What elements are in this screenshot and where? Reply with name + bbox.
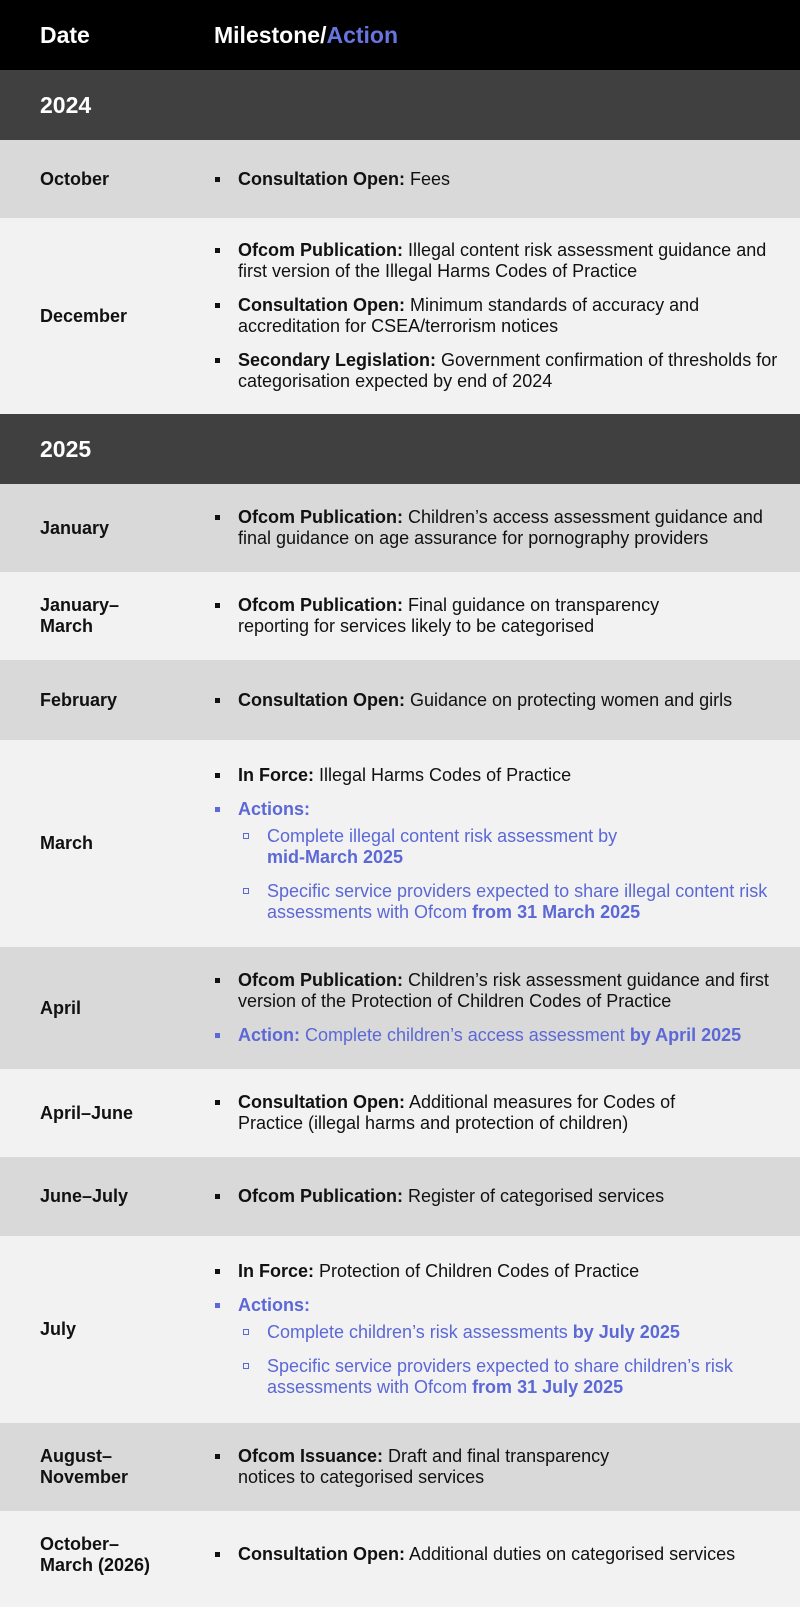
list-item: Ofcom Publication: Children’s risk assessment guidance and first version of the Protection of Children Codes of Practice	[214, 970, 778, 1012]
table-row	[0, 1236, 800, 1423]
list-item: Ofcom Publication: Illegal content risk assessment guidance and first version of the Illegal Harms Codes of Practice	[214, 240, 778, 282]
date-column-header: Date	[40, 21, 90, 48]
row-date: January	[40, 517, 110, 538]
table-row	[0, 947, 800, 1069]
table-row	[0, 1511, 800, 1598]
row-date: April–June	[40, 1102, 134, 1123]
row-date: February	[40, 689, 118, 710]
table-row	[0, 660, 800, 740]
row-date: January–March	[40, 595, 120, 636]
action-list-item: Action: Complete children’s access assessment by April 2025	[214, 1025, 778, 1046]
list-item: Ofcom Publication: Register of categorised services	[214, 1186, 778, 1207]
list-item: Ofcom Issuance: Draft and final transparency notices to categorised services	[214, 1446, 778, 1488]
action-sub-item: Specific service providers expected to share illegal content risk assessments with Ofcom from 31 March 2025	[238, 881, 778, 923]
list-item: Ofcom Publication: Children’s access assessment guidance and final guidance on age assurance for pornography providers	[214, 507, 778, 549]
list-item: Consultation Open: Additional measures for Codes of Practice (illegal harms and protection of children)	[214, 1092, 778, 1134]
table-row	[0, 484, 800, 572]
row-date: June–July	[40, 1186, 129, 1206]
action-sub-item: Specific service providers expected to share children’s risk assessments with Ofcom from 31 July 2025	[238, 1356, 778, 1398]
milestone-column-header: Milestone/Action	[214, 21, 399, 48]
table-row	[0, 1157, 800, 1236]
row-date: April	[40, 997, 82, 1018]
table-row	[0, 1423, 800, 1511]
action-sub-item: Complete children’s risk assessments by July 2025	[238, 1322, 778, 1343]
list-item: Consultation Open: Minimum standards of accuracy and accreditation for CSEA/terrorism notices	[214, 295, 778, 337]
list-item: Consultation Open: Guidance on protecting women and girls	[214, 690, 778, 711]
list-item: In Force: Protection of Children Codes of Practice	[214, 1261, 778, 1282]
year-header-2024: 2024	[0, 70, 800, 140]
row-date: December	[40, 305, 128, 326]
row-date: October–March (2026)	[40, 1533, 151, 1575]
row-date: October	[40, 168, 110, 189]
action-header-accent: Action	[326, 21, 399, 48]
list-item: In Force: Illegal Harms Codes of Practice	[214, 765, 778, 786]
list-item: Consultation Open: Fees	[214, 169, 778, 190]
action-sub-item: Complete illegal content risk assessment by mid-March 2025	[238, 826, 778, 868]
list-item: Consultation Open: Additional duties on categorised services	[214, 1544, 778, 1565]
actions-list-item: Actions: Complete children’s risk assessments by July 2025 Specific service providers expected to share children’s risk assessments with Ofcom from 31 July 2025	[214, 1295, 778, 1398]
list-item: Secondary Legislation: Government confirmation of thresholds for categorisation expected by end of 2024	[214, 350, 778, 392]
table-row	[0, 218, 800, 414]
actions-list-item: Actions: Complete illegal content risk assessment by mid-March 2025 Specific service providers expected to share illegal content risk assessments with Ofcom from 31 March 2025	[214, 799, 778, 923]
table-header	[0, 0, 800, 70]
row-date: August–November	[40, 1446, 129, 1487]
table-row	[0, 572, 800, 660]
list-item: Ofcom Publication: Final guidance on transparency reporting for services likely to be categorised	[214, 595, 778, 637]
table-row	[0, 740, 800, 947]
year-header-2025: 2025	[0, 414, 800, 484]
table-row	[0, 140, 800, 218]
row-date: March	[40, 833, 94, 853]
table-row	[0, 1069, 800, 1157]
row-date: July	[40, 1319, 77, 1339]
